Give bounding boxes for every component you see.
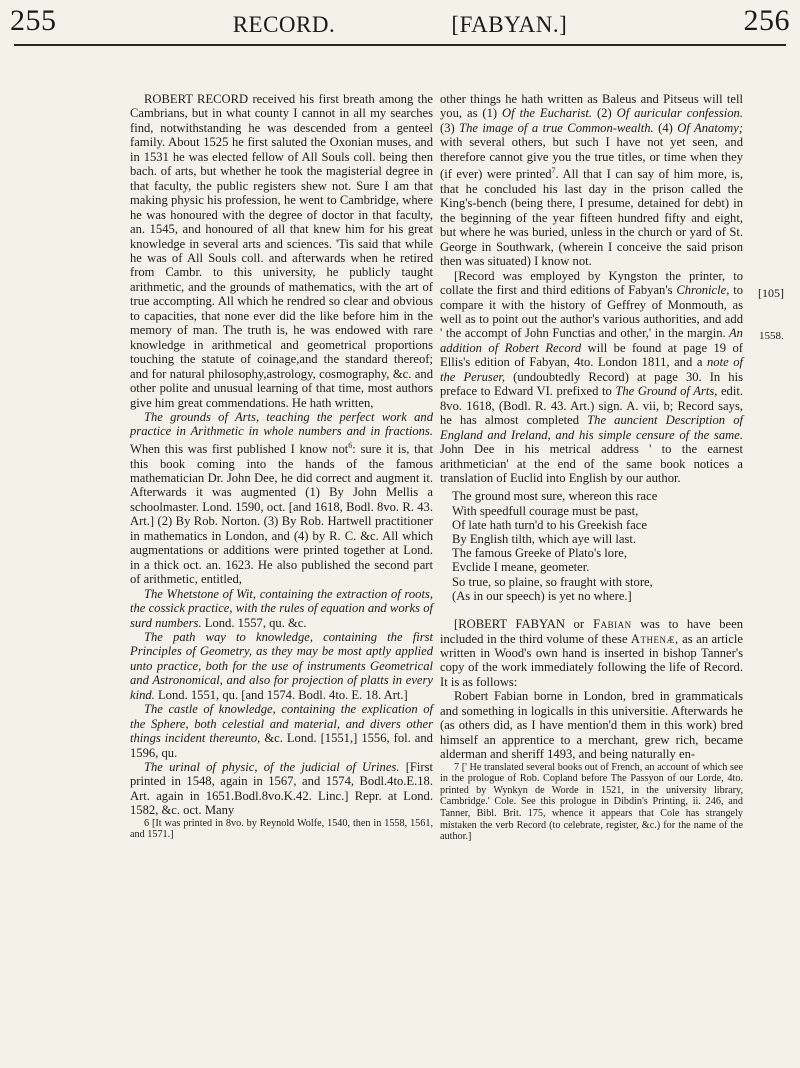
work-title: note of the Peruser, [440, 355, 744, 384]
pathway-entry [130, 630, 433, 702]
fabyan-intro-paragraph [440, 617, 743, 689]
work-title: Of Anatomy; [672, 120, 744, 135]
text: was to have been included in the third volume of these [440, 617, 743, 646]
left-column [130, 92, 433, 841]
record-works-paragraph [440, 92, 743, 269]
entry-title: The castle of knowledge, containing the explication of the Sphere, both celestial and material, and divers other things incident thereunto, [130, 702, 433, 746]
text: will be found at page 19 of Ellis's edition of Fabyan, 4to. London 1811, and a [440, 340, 743, 370]
header-rule [14, 44, 786, 46]
work-title: An addition of Robert Record [440, 326, 743, 355]
verse-line: Of late hath turn'd to his Greekish face [452, 517, 647, 532]
entry-title: The grounds of Arts, teaching the perfect work and practice in Arithmetic in whole numbers and in fractions. [130, 409, 433, 439]
small-caps-text: Athenæ, [627, 631, 679, 646]
entry-text: Lond. 1551, qu. [and 1574. Bodl. 4to. E. 18. Art.] [154, 687, 408, 702]
grounds-of-arts-entry [130, 410, 433, 587]
entry-text-cont: : sure it is, that this book coming into the hands of the famous mathematician Dr. John Dee, he did correct and augment it. Afterwards it was augmented (1) By John Mellis a schoolmaster. Lond. 1590, oct. [and 1618, Bodl. 8vo. R. 43. Art.] (2) By Rob. Norton. (3) By Rob. Hartwell practitioner in mathematics in London, and (4) by R. C. &c. All which augmentations or additions were printed together at Lond. in a thick oct. an. 1623. He also published the second part of arithmetic, entitled, [130, 442, 433, 587]
dee-verse [452, 489, 743, 603]
running-header [10, 4, 790, 38]
work-title: Of the Eucharist. [497, 106, 593, 121]
text: to compare it with the history of Geffrey of Monmouth, as well as to point out the author's various authorities, and add ' the accompt of John Functias and other,' in the margin. [440, 283, 743, 341]
verse-line: So true, so plaine, so fraught with store, [452, 574, 653, 589]
margin-year: 1558. [759, 330, 784, 342]
text: (undoubtedly Record) at page 30. In his preface to Edward VI. prefixed to [440, 369, 743, 399]
entry-text: When this was first published I know not [130, 442, 349, 457]
right-running-title: [FABYAN.] [451, 12, 568, 37]
verse-line: The ground most sure, whereon this race [452, 489, 658, 504]
verse-line: Evclide I meane, geometer. [452, 560, 590, 575]
work-title: Chronicle, [672, 283, 730, 298]
entry-title: The Whetstone of Wit, containing the extraction of roots, the cossick practice, with the rules of equation and works of surd numbers. [130, 586, 433, 630]
verse-line: (As in our speech) is yet no where.] [452, 588, 632, 603]
urinal-entry [130, 760, 433, 818]
verse-line: With speedfull courage must be past, [452, 503, 639, 518]
left-page-number: 255 [10, 4, 57, 37]
text: (4) [653, 120, 673, 135]
right-page-number: 256 [743, 4, 790, 37]
text: . All that I can say of him more, is, that he concluded his last day in the prison called the King's-bench (being there, I presume, detained for debt) in the beginning of the year fifteen hundred fifty and eight, but where he was buried, unless in the church or yard of St. George in Southwark, (wherein I conceive the said prison then was situated) I know not. [440, 167, 743, 269]
footnote-6: 6 [It was printed in 8vo. by Reynold Wolfe, 1540, then in 1558, 1561, and 1571.] [130, 817, 433, 841]
work-title: The image of a true Common-wealth. [454, 120, 654, 135]
footnote-ref: 7 [551, 166, 556, 176]
entry-text: Lond. 1557, qu. &c. [201, 615, 307, 630]
work-title: The Ground of Arts, [611, 384, 718, 399]
text: other things he hath written as Baleus and Pitseus will tell you, as (1) [440, 92, 743, 121]
entry-title: The urinal of physic, of the judicial of Urines. [144, 760, 400, 775]
footnote-ref: 6 [348, 440, 353, 450]
entry-text: [First printed in 1548, again in 1567, and 1574, Bodl.4to.E.18. Art. again in 1651.Bodl.8vo.K.42. Linc.] Repr. at Lond. 1582, &c. oct. Many [130, 760, 433, 818]
text: with several others, but such I have not yet seen, and therefore cannot give you the true titles, or time when they (if ever) were printed [440, 135, 743, 182]
work-title: Of auricular confession. [611, 106, 744, 121]
whetstone-entry [130, 587, 433, 630]
text: [ROBERT FABYAN or [454, 617, 585, 632]
text: (2) [592, 106, 612, 121]
verse-line: The famous Greeke of Plato's lore, [452, 546, 628, 561]
text: (3) [440, 120, 455, 135]
footnote-7: 7 [' He translated several books out of French, an account of which see in the prologue of Rob. Copland before The Passyon of our Lorde, 4to. printed by Wynkyn de Worde in 1521, in the university library, Cambridge.' Cole. See this prologue in Dibdin's Printing, ii. 246, and Tanner, Bibl. Brit. 175, whence it appears that Cole has strangely mistaken the verb Record (to celebrate, register, &c.) for the name of the author.] [440, 761, 743, 843]
text: John Dee in his metrical address ' to the earnest arithmetician' at the end of the same book notices a translation of Euclid into English by our author. [440, 442, 743, 485]
text: [Record was employed by Kyngston the printer, to collate the first and third editions of Fabyan's [440, 268, 743, 298]
verse-line: By English tilth, which aye will last. [452, 532, 636, 547]
record-editor-paragraph [440, 269, 743, 486]
record-intro-paragraph: ROBERT RECORD received his first breath among the Cambrians, but in what county I cannot in all my searches find, notwithstanding he was descended from a genteel family. About 1525 he first saluted the Oxonian muses, and in 1531 he was elected fellow of All Souls coll. being then bach. of arts, but whether he took the magisterial degree in that faculty, the public registers shew not. Sure I am that making physic his profession, he went to Cambridge, where he was honoured with the degree of doctor in that faculty, an. 1545, and honoured of all that knew him for his great knowledge in several arts and sciences. 'Tis said that while he was of All Souls coll. and afterwards when he retired from Cambr. to this university, he publicly taught arithmetic, and the grounds of mathematics, with the art of true accompting. All which he rendred so clear and obvious to capacities, that none ever did the like before him in the memory of man. The truth is, he was endowed with rare knowledge in arithmetical and geometrical proportions touching the statute of coinage,and the standard thereof; and for natural philosophy,astrology, cosmography, &c. and other polite and unusual learning of that time, most authors give him great commendations. He hath written, [130, 92, 433, 410]
fabyan-bio-paragraph: Robert Fabian borne in London, bred in grammaticals and something in logicalls in this universitie. Afterwards he (as others did, as I have mention'd them in this work) bred himself an apprentice to a merchant, grew rich, became alderman and sheriff 1493, and being naturally en- [440, 689, 743, 762]
text: as an article written in Wood's own hand is inserted in bishop Tanner's copy of the work immediately following the life of Record. It is as follows: [440, 631, 743, 689]
left-running-title: RECORD. [232, 12, 336, 37]
margin-page-ref: [105] [758, 286, 784, 300]
text: edit. 8vo. 1618, (Bodl. R. 43. Art.) sign. A. vii, b; Record says, he has almost completed [440, 384, 743, 428]
work-title: The auncient Description of England and Ireland, and his simple censure of the same. [440, 413, 744, 442]
right-column [440, 92, 743, 843]
small-caps-text: Fabian [584, 617, 632, 632]
castle-entry [130, 702, 433, 760]
entry-text: &c. Lond. [1551,] 1556, fol. and 1596, qu. [130, 731, 433, 760]
entry-title: The path way to knowledge, containing the first Principles of Geometry, as they may be most aptly applied unto practice, both for the use of instruments Geometrical and Astronomical, and also for projection of platts in every kind. [130, 629, 433, 702]
